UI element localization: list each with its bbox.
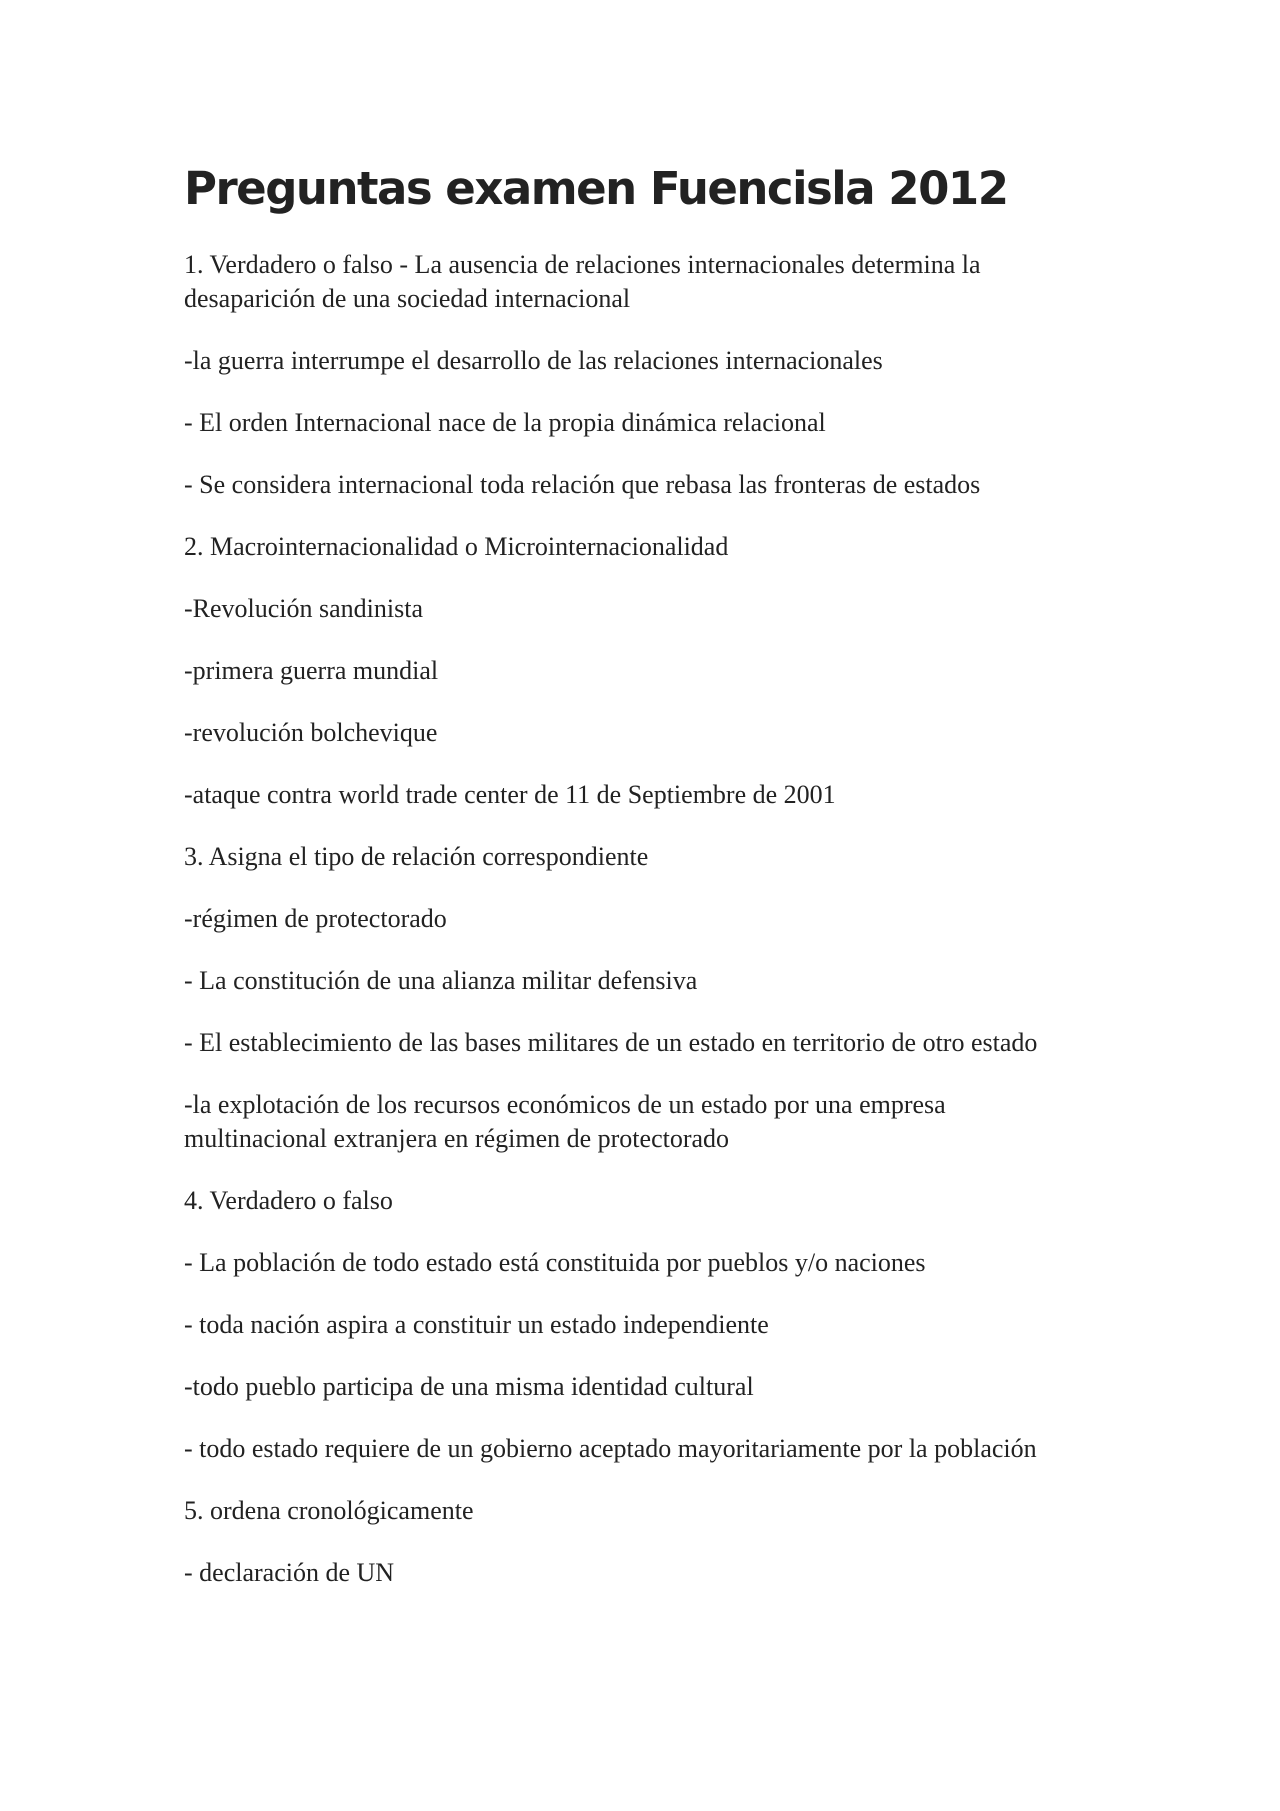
question-2-item-4: -ataque contra world trade center de 11 de Septiembre de 2001 (184, 780, 836, 809)
question-2-item-1: -Revolución sandinista (184, 594, 424, 623)
document-title: Preguntas examen Fuencisla 2012 (184, 162, 1008, 215)
question-4-item-4: - todo estado requiere de un gobierno aceptado mayoritariamente por la población (184, 1434, 1037, 1463)
question-4-item-3: -todo pueblo participa de una misma identidad cultural (184, 1372, 754, 1401)
question-1: 1. Verdadero o falso - La ausencia de relaciones internacionales determina la desaparición de una sociedad internacional (184, 250, 981, 313)
question-5: 5. ordena cronológicamente (184, 1496, 474, 1525)
question-3: 3. Asigna el tipo de relación correspondiente (184, 842, 649, 871)
question-2-item-2: -primera guerra mundial (184, 656, 439, 685)
document-content (184, 156, 1084, 1618)
question-3-item-2: - La constitución de una alianza militar defensiva (184, 966, 698, 995)
question-5-item-1: - declaración de UN (184, 1558, 395, 1587)
question-1-item-1: -la guerra interrumpe el desarrollo de las relaciones internacionales (184, 346, 883, 375)
question-3-item-4: -la explotación de los recursos económicos de un estado por una empresa multinacional extranjera en régimen de protectorado (184, 1090, 946, 1153)
question-1-item-2: - El orden Internacional nace de la propia dinámica relacional (184, 408, 826, 437)
question-4: 4. Verdadero o falso (184, 1186, 393, 1215)
question-3-item-1: -régimen de protectorado (184, 904, 447, 933)
question-4-item-1: - La población de todo estado está constituida por pueblos y/o naciones (184, 1248, 926, 1277)
question-2: 2. Macrointernacionalidad o Microinternacionalidad (184, 532, 729, 561)
question-4-item-2: - toda nación aspira a constituir un estado independiente (184, 1310, 769, 1339)
question-2-item-3: -revolución bolchevique (184, 718, 438, 747)
question-3-item-3: - El establecimiento de las bases militares de un estado en territorio de otro estado (184, 1028, 1038, 1057)
question-1-item-3: - Se considera internacional toda relación que rebasa las fronteras de estados (184, 470, 981, 499)
